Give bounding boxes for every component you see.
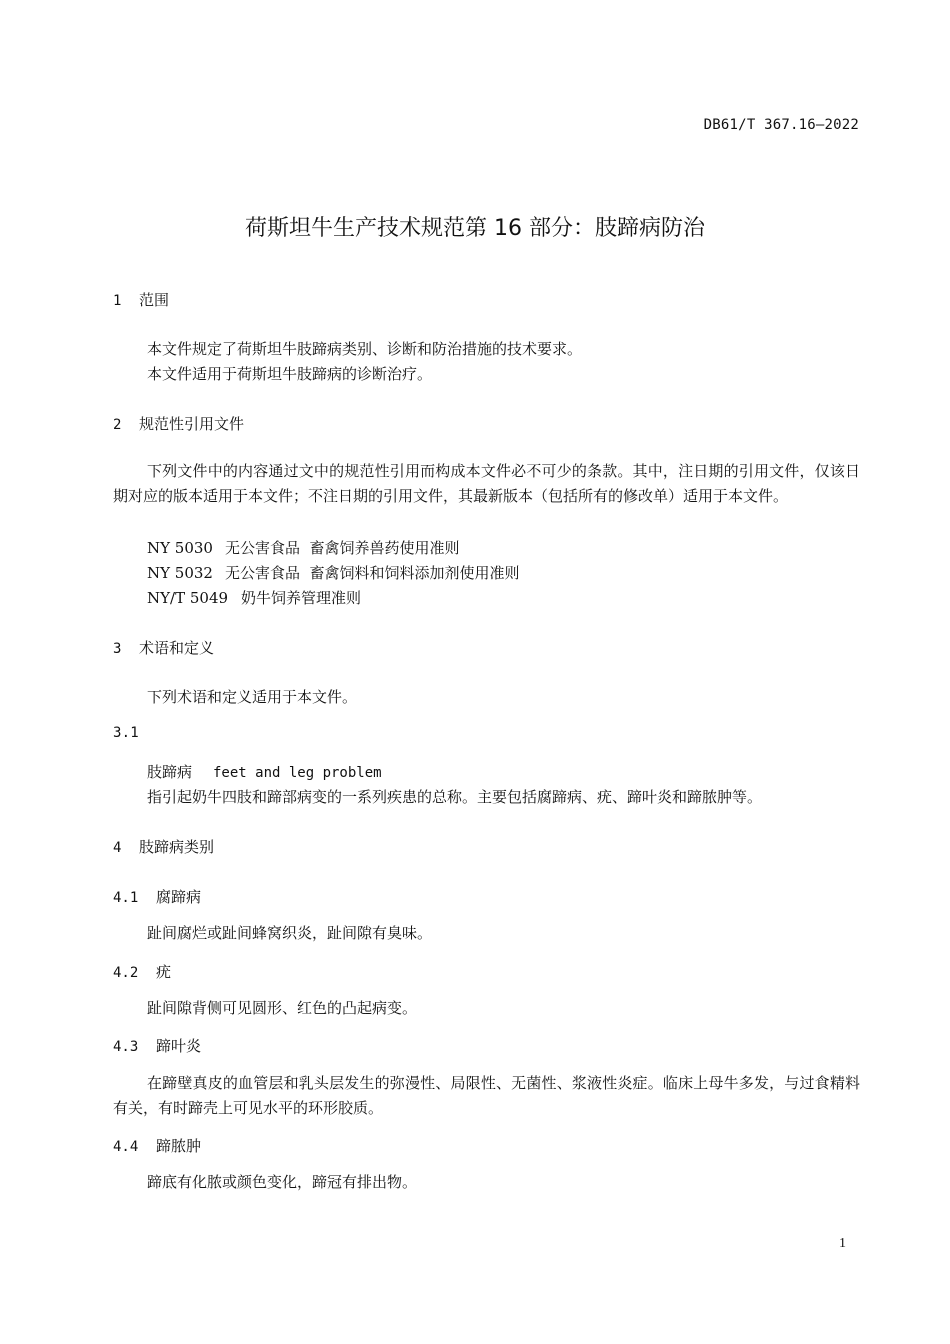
document-title: 荷斯坦牛生产技术规范第 16 部分：肢蹄病防治 xyxy=(245,216,705,241)
section-title: 术语和定义 xyxy=(139,639,215,657)
paragraph-line: 蹄底有化脓或颜色变化，蹄冠有排出物。 xyxy=(147,1173,418,1191)
subsection-title: 蹄脓肿 xyxy=(156,1137,202,1155)
section-2-heading xyxy=(113,413,244,434)
paragraph-line: 本文件规定了荷斯坦牛肢蹄病类别、诊断和防治措施的技术要求。 xyxy=(147,340,583,358)
subsection-title: 腐蹄病 xyxy=(156,888,202,906)
subsection-4-3-heading xyxy=(113,1035,201,1056)
section-number: 3 xyxy=(113,641,122,657)
reference-code: NY 5032 xyxy=(147,564,213,582)
subsection-number: 4.3 xyxy=(113,1039,139,1055)
subsection-number: 4.4 xyxy=(113,1139,139,1155)
laminitis-paragraph: 在蹄壁真皮的血管层和乳头层发生的弥漫性、局限性、无菌性、浆液性炎症。临床上母牛多发，与过食精料有关，有时蹄壳上可见水平的环形胶质。 xyxy=(113,1074,860,1117)
section-4-heading xyxy=(113,836,214,857)
section-number: 2 xyxy=(113,417,122,433)
paragraph-line: 下列术语和定义适用于本文件。 xyxy=(147,688,358,706)
paragraph-line: 趾间腐烂或趾间蜂窝织炎，趾间隙有臭味。 xyxy=(147,924,433,942)
term-chinese: 肢蹄病 xyxy=(147,763,193,781)
subsection-4-4-heading xyxy=(113,1135,201,1156)
reference-item xyxy=(147,587,361,608)
term-definition: 指引起奶牛四肢和蹄部病变的一系列疾患的总称。主要包括腐蹄病、疣、蹄叶炎和蹄脓肿等。 xyxy=(147,788,763,806)
page-number: 1 xyxy=(839,1236,846,1251)
normative-references-paragraph: 下列文件中的内容通过文中的规范性引用而构成本文件必不可少的条款。其中，注日期的引用文件，仅该日期对应的版本适用于本文件；不注日期的引用文件，其最新版本（包括所有的修改单）适用于本文件。 xyxy=(113,462,860,505)
section-1-heading xyxy=(113,289,169,310)
reference-title: 无公害食品 畜禽饲养兽药使用准则 xyxy=(225,539,460,557)
term-english: feet and leg problem xyxy=(213,765,382,781)
document-code: DB61/T 367.16—2022 xyxy=(703,117,859,133)
subsection-title: 蹄叶炎 xyxy=(156,1037,202,1055)
reference-code: NY 5030 xyxy=(147,539,213,557)
section-3-heading xyxy=(113,637,214,658)
subsection-4-2-heading xyxy=(113,961,171,982)
reference-title: 奶牛饲养管理准则 xyxy=(241,589,362,607)
section-title: 肢蹄病类别 xyxy=(139,838,215,856)
section-title: 范围 xyxy=(139,291,170,309)
term-entry xyxy=(147,761,382,782)
reference-title: 无公害食品 畜禽饲料和饲料添加剂使用准则 xyxy=(225,564,520,582)
subsection-number: 3.1 xyxy=(113,725,139,741)
reference-item xyxy=(147,537,460,558)
subsection-title: 疣 xyxy=(156,963,172,981)
subsection-4-1-heading xyxy=(113,886,201,907)
section-number: 1 xyxy=(113,293,122,309)
section-number: 4 xyxy=(113,840,122,856)
reference-item xyxy=(147,562,520,583)
paragraph-line: 本文件适用于荷斯坦牛肢蹄病的诊断治疗。 xyxy=(147,365,433,383)
section-title: 规范性引用文件 xyxy=(139,415,245,433)
subsection-number: 4.2 xyxy=(113,965,139,981)
subsection-number: 4.1 xyxy=(113,890,139,906)
paragraph-line: 趾间隙背侧可见圆形、红色的凸起病变。 xyxy=(147,999,418,1017)
reference-code: NY/T 5049 xyxy=(147,589,229,607)
